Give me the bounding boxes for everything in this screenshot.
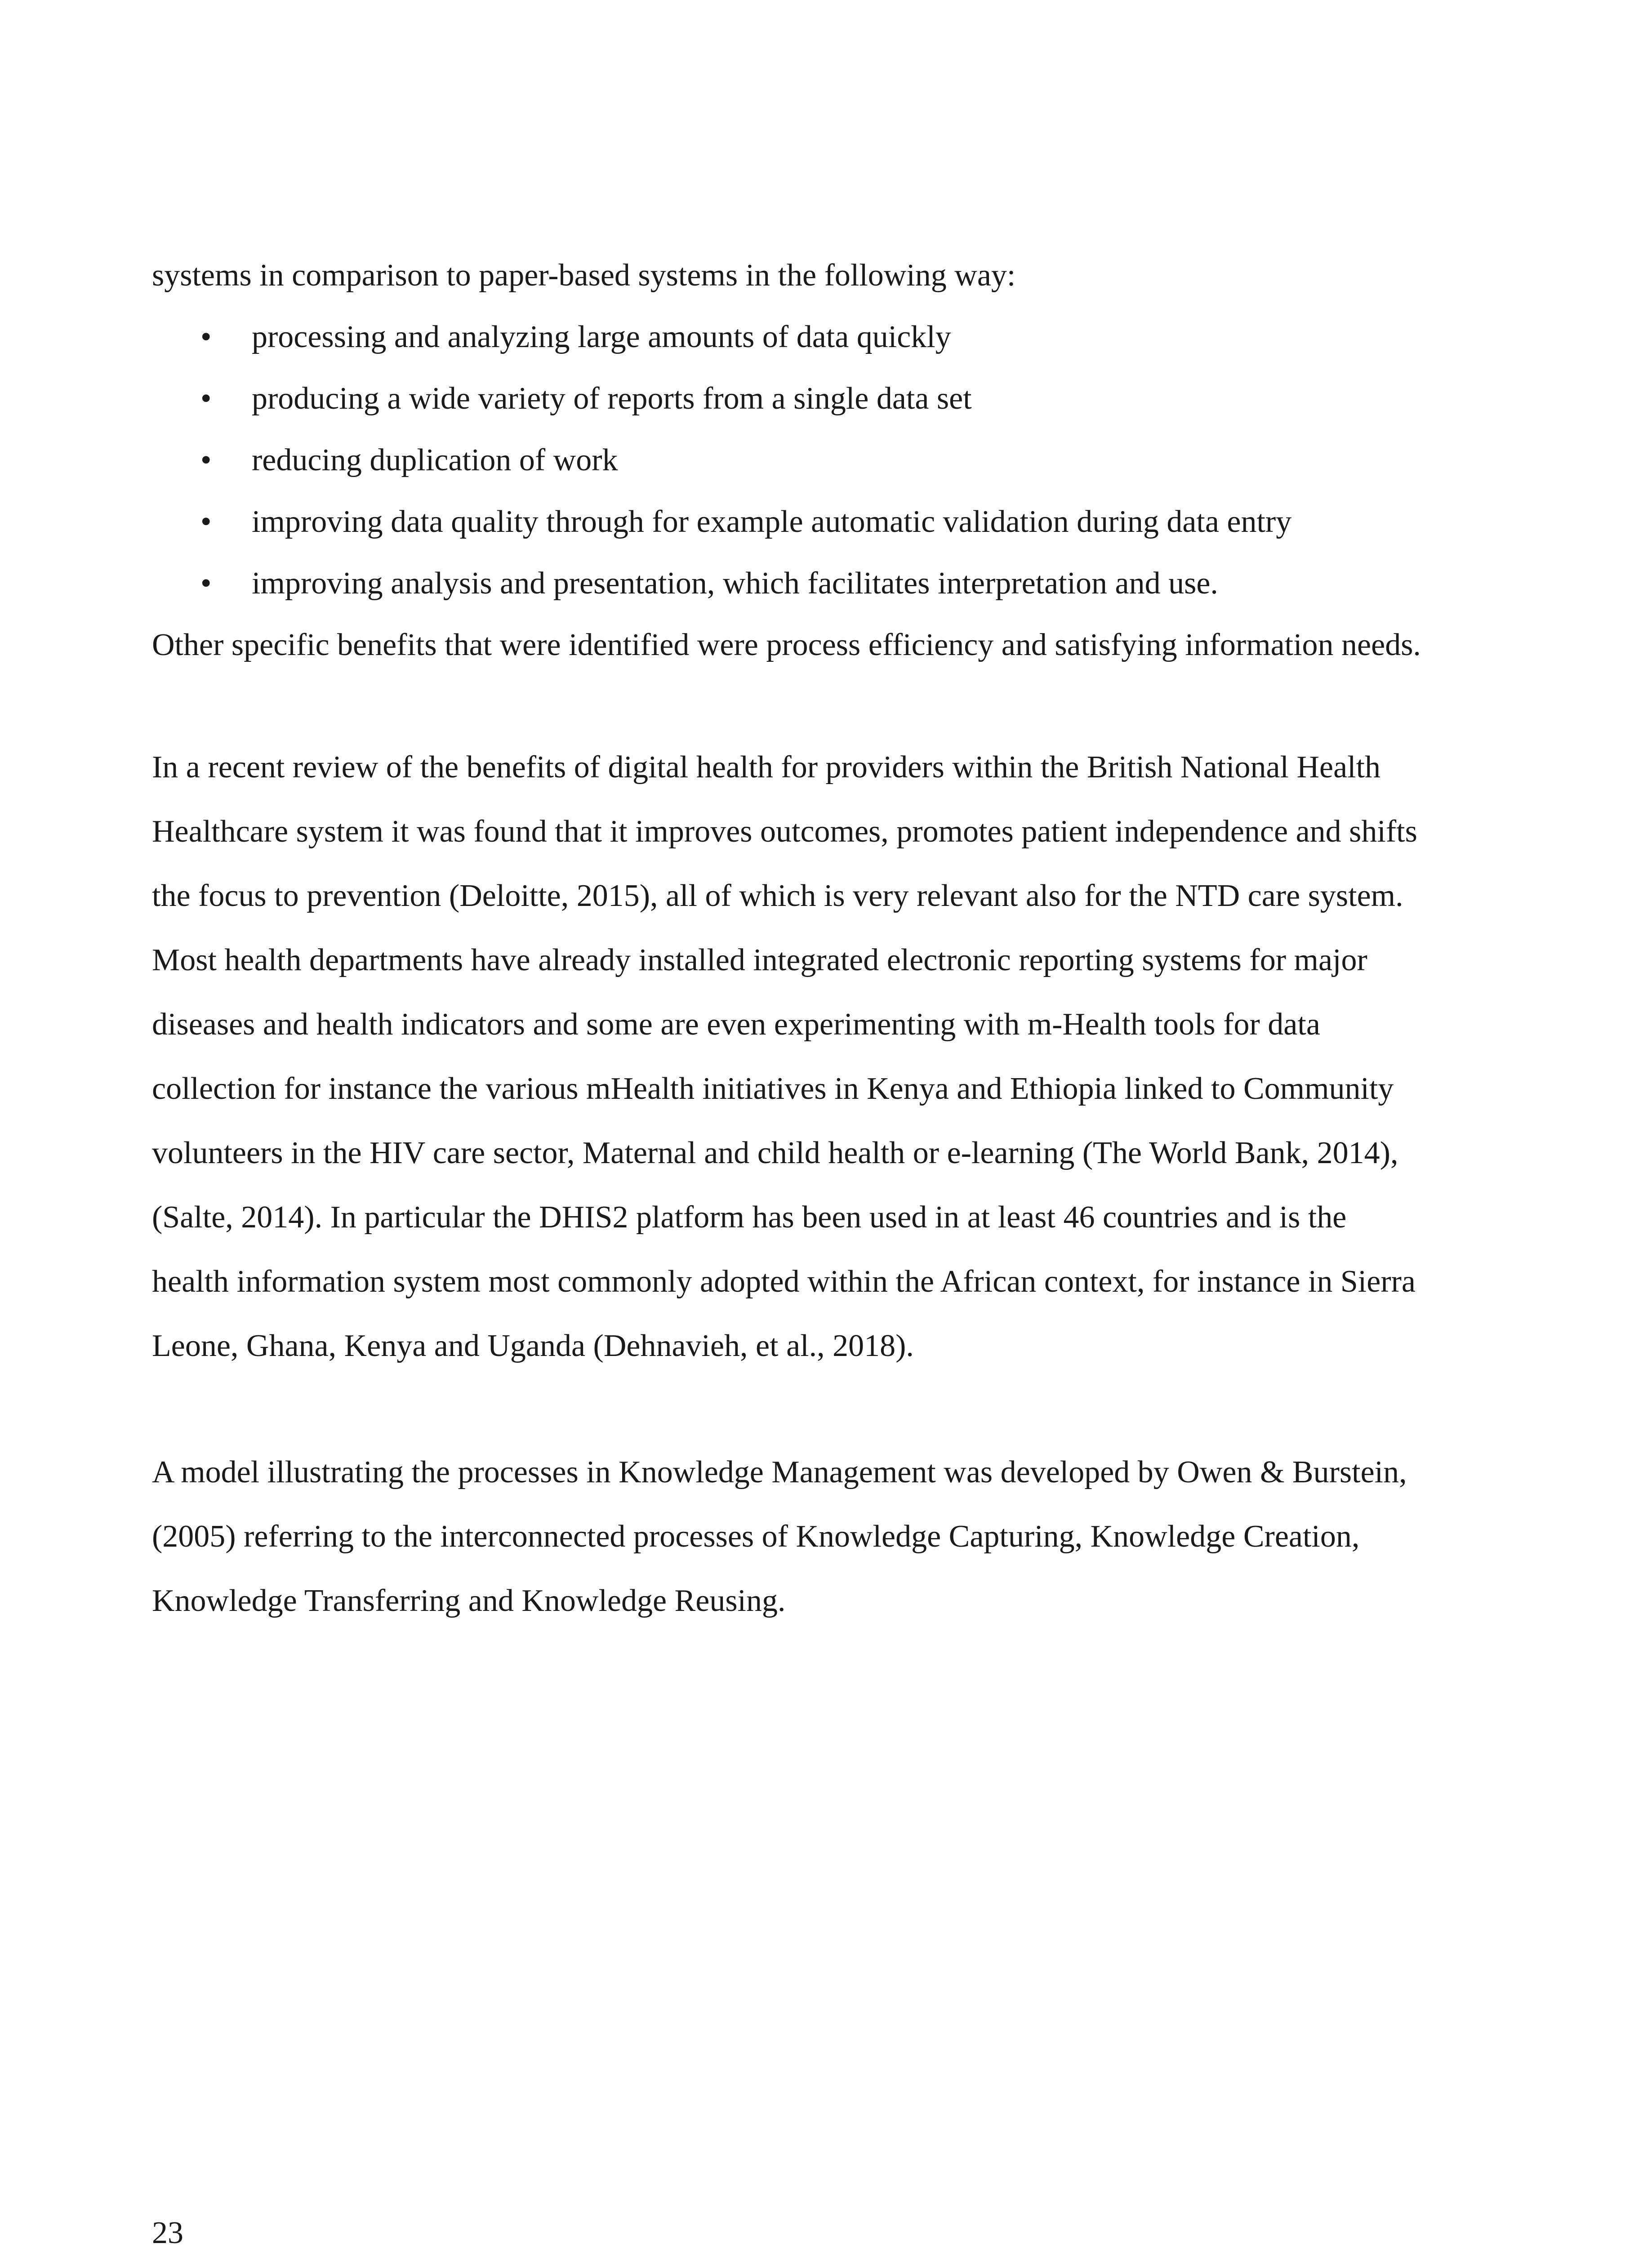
bullet-icon: • <box>200 443 212 477</box>
list-item <box>152 368 1291 429</box>
list-item <box>152 553 1291 614</box>
text-line: Healthcare system it was found that it improves outcomes, promotes patient independence and shifts <box>152 814 1417 849</box>
benefits-summary-line <box>152 614 1501 676</box>
list-item-text: improving analysis and presentation, which facilitates interpretation and use. <box>252 566 1218 601</box>
digital-health-paragraph <box>152 735 1501 1378</box>
bullet-icon: • <box>200 504 212 539</box>
benefits-bullet-list <box>152 306 1291 614</box>
list-item-text: processing and analyzing large amounts of data quickly <box>252 320 951 354</box>
text-line: Leone, Ghana, Kenya and Uganda (Dehnavieh, et al., 2018). <box>152 1329 914 1363</box>
list-item-text: improving data quality through for example automatic validation during data entry <box>252 504 1292 539</box>
list-item <box>152 429 1291 491</box>
text-line: systems in comparison to paper-based systems in the following way: <box>152 258 1016 293</box>
list-item <box>152 491 1291 553</box>
list-item-text: reducing duplication of work <box>252 443 618 477</box>
text-line: Other specific benefits that were identified were process efficiency and satisfying information needs. <box>152 628 1421 662</box>
text-line: In a recent review of the benefits of digital health for providers within the British National Health <box>152 750 1381 785</box>
list-item <box>152 306 1291 368</box>
text-line: A model illustrating the processes in Knowledge Management was developed by Owen & Burstein, <box>152 1455 1407 1490</box>
text-line: collection for instance the various mHealth initiatives in Kenya and Ethiopia linked to Community <box>152 1071 1394 1106</box>
text-line: (2005) referring to the interconnected processes of Knowledge Capturing, Knowledge Creation, <box>152 1519 1360 1554</box>
knowledge-management-paragraph <box>152 1440 1501 1633</box>
text-line: the focus to prevention (Deloitte, 2015), all of which is very relevant also for the NTD care system. <box>152 879 1403 913</box>
list-item-text: producing a wide variety of reports from a single data set <box>252 381 972 416</box>
bullet-icon: • <box>200 566 212 601</box>
text-line: diseases and health indicators and some are even experimenting with m-Health tools for data <box>152 1007 1320 1042</box>
text-line: Most health departments have already installed integrated electronic reporting systems for major <box>152 943 1367 977</box>
text-line: volunteers in the HIV care sector, Maternal and child health or e-learning (The World Bank, 2014), <box>152 1136 1398 1170</box>
text-line: (Salte, 2014). In particular the DHIS2 platform has been used in at least 46 countries and is the <box>152 1200 1347 1235</box>
page-number: 23 <box>152 2216 183 2248</box>
intro-line <box>152 245 1501 306</box>
bullet-icon: • <box>200 381 212 416</box>
text-line: health information system most commonly adopted within the African context, for instance in Sierra <box>152 1264 1416 1299</box>
text-line: Knowledge Transferring and Knowledge Reusing. <box>152 1583 786 1618</box>
bullet-icon: • <box>200 320 212 354</box>
